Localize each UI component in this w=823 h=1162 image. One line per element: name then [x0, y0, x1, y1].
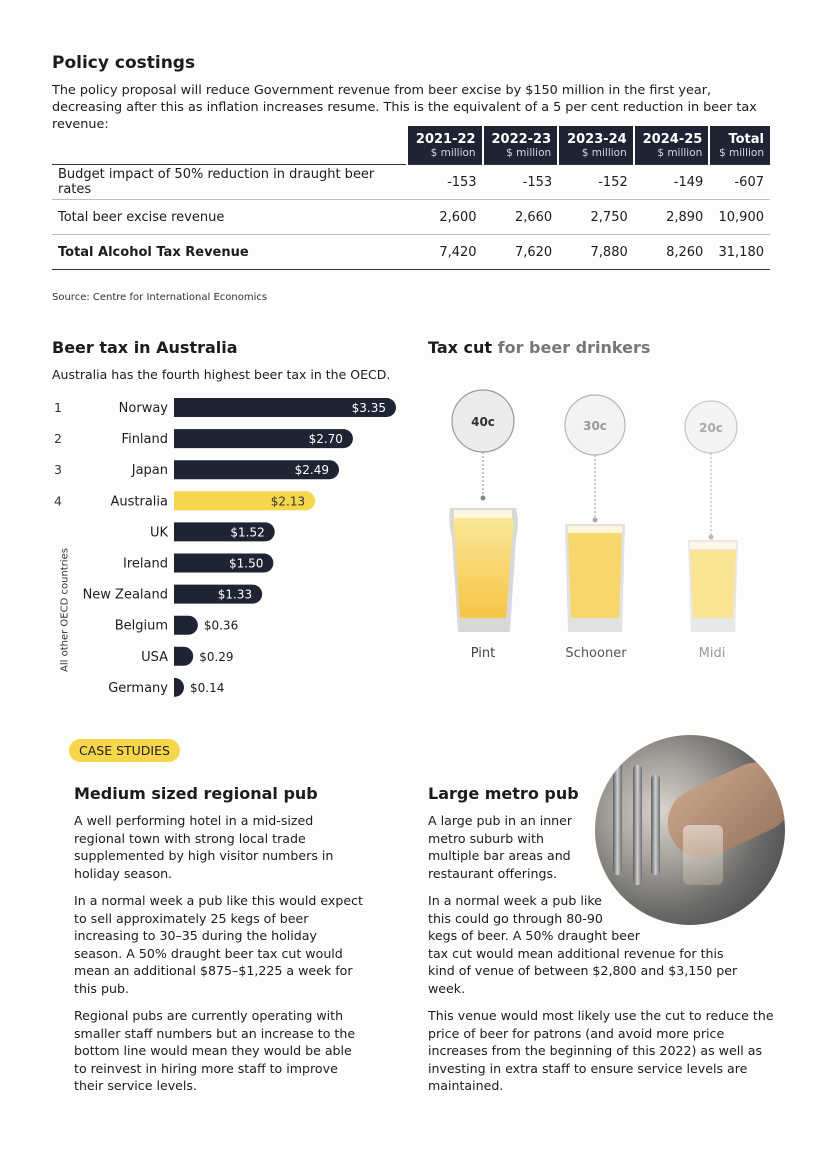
bar-germany — [174, 678, 184, 697]
value-label: $0.14 — [190, 680, 225, 695]
country-label: Belgium — [114, 618, 168, 634]
rank-label: 3 — [54, 462, 62, 478]
paragraph — [428, 892, 778, 997]
country-label: Australia — [110, 494, 168, 510]
text-line: In a normal week a pub like — [428, 893, 602, 908]
table-cell: 2,660 — [483, 200, 559, 235]
text-line: multiple bar areas and — [428, 848, 571, 863]
table-cell: 31,180 — [709, 235, 770, 270]
text-line: tax cut would mean additional revenue for this — [428, 945, 724, 961]
policy-costings-title: Policy costings — [52, 53, 196, 73]
table-cell: 2,750 — [558, 200, 634, 235]
pint-label: Pint — [470, 646, 496, 661]
table-header-row — [52, 126, 770, 165]
table-cell: -153 — [407, 165, 483, 200]
header-blank — [52, 126, 407, 165]
bar-usa — [174, 647, 193, 666]
table-cell: -152 — [558, 165, 634, 200]
paragraph: A well performing hotel in a mid-sized regional town with strong local trade supplemented by high visitor numbers in holiday season. — [74, 813, 334, 881]
country-label: Finland — [121, 432, 168, 448]
text-line: metro suburb with — [428, 830, 544, 846]
value-label: $3.35 — [351, 401, 386, 415]
schooner-label: Schooner — [565, 646, 627, 661]
value-label: $0.36 — [203, 618, 239, 633]
value-label: $1.33 — [217, 587, 253, 602]
header-col: 2021-22 $ million — [407, 126, 483, 165]
text-line: restaurant offerings. — [428, 865, 558, 881]
value-label: $2.49 — [294, 463, 330, 478]
country-label: New Zealand — [82, 587, 168, 603]
schooner-cut-label: 30c — [583, 419, 607, 433]
country-label: Japan — [131, 463, 168, 479]
policy-intro: The policy proposal will reduce Government revenue from beer excise by $150 million in the first year, decreasing after this as inflation increases resume. This is the equivalent of a 5 per cent reduction in beer tax revenue: — [52, 83, 757, 132]
bar-belgium — [174, 616, 198, 635]
regional-pub-title: Medium sized regional pub — [74, 784, 318, 803]
pint-glass — [449, 390, 518, 661]
paragraph: In a normal week a pub like this would expect to sell approximately 25 kegs of beer increasing to 30–35 during the holiday season. A 50% draught beer tax cut would mean an additional $875–$1,225 a week for this pub. — [74, 893, 363, 996]
metro-pub-text — [428, 812, 778, 1105]
beer-glasses-illustration — [420, 380, 780, 670]
header-col: 2022-23 $ million — [483, 126, 559, 165]
midi-label: Midi — [698, 646, 726, 661]
country-label: USA — [141, 649, 168, 665]
table-cell: 2,600 — [407, 200, 483, 235]
tax-cut-title-bold: Tax cut — [428, 338, 493, 357]
beer-tax-chart — [48, 392, 408, 704]
paragraph — [428, 812, 778, 882]
rank-label: 4 — [54, 493, 62, 509]
country-label: UK — [149, 525, 168, 541]
midi-glass — [685, 401, 738, 661]
header-col: Total $ million — [709, 126, 770, 165]
header-col: 2023-24 $ million — [558, 126, 634, 165]
text-line: kind of venue of between $2,800 and $3,150 per — [428, 963, 738, 978]
row-label: Total Alcohol Tax Revenue — [52, 235, 407, 270]
table-cell: 7,880 — [558, 235, 634, 270]
value-label: $0.29 — [199, 649, 234, 664]
text-line: kegs of beer. A 50% draught beer — [428, 928, 640, 943]
schooner-glass — [565, 395, 627, 661]
country-label: Ireland — [123, 556, 168, 572]
metro-pub-title: Large metro pub — [428, 784, 579, 803]
rank-label: 1 — [54, 400, 62, 415]
tax-cut-title-rest: for beer drinkers — [492, 338, 651, 357]
beer-tax-subtitle: Australia has the fourth highest beer tax in the OECD. — [52, 367, 391, 382]
paragraph: This venue would most likely use the cut to reduce the price of beer for patrons (and avoid more price increases from the beginning of this 2022) as well as investing in extra staff to ensure service levels are maintained. — [428, 1008, 774, 1093]
midi-cut-label: 20c — [699, 421, 723, 435]
table-cell: 10,900 — [709, 200, 770, 235]
costing-table — [52, 126, 770, 270]
table-row — [52, 235, 770, 270]
paragraph: Regional pubs are currently operating with smaller staff numbers but an increase to the bottom line would mean they would be able to reinvest in hiring more staff to improve their service levels. — [74, 1008, 356, 1093]
value-label: $1.52 — [230, 525, 265, 540]
row-label: Total beer excise revenue — [52, 200, 407, 235]
country-label: Norway — [118, 401, 168, 416]
table-cell: -607 — [709, 165, 770, 200]
header-col: 2024-25 $ million — [634, 126, 710, 165]
rank-label: 2 — [54, 431, 62, 447]
beer-tax-title: Beer tax in Australia — [52, 338, 238, 357]
text-line: week. — [428, 980, 466, 996]
value-label: $1.50 — [229, 556, 264, 571]
table-cell: -153 — [483, 165, 559, 200]
value-label: $2.70 — [308, 432, 343, 447]
text-line: this could go through 80-90 — [428, 910, 603, 926]
row-label: Budget impact of 50% reduction in draught beer rates — [52, 165, 407, 200]
table-source: Source: Centre for International Economics — [52, 292, 268, 303]
pint-cut-label: 40c — [471, 415, 495, 429]
value-label: $2.13 — [270, 494, 306, 509]
table-cell: 8,260 — [634, 235, 710, 270]
text-line: A large pub in an inner — [428, 813, 573, 828]
regional-pub-text — [74, 812, 366, 1105]
oecd-side-label: All other OECD countries — [59, 548, 71, 672]
tax-cut-title — [428, 338, 650, 357]
table-cell: 7,620 — [483, 235, 559, 270]
table-row — [52, 200, 770, 235]
table-cell: 7,420 — [407, 235, 483, 270]
case-studies-badge: CASE STUDIES — [69, 739, 180, 762]
table-cell: 2,890 — [634, 200, 710, 235]
table-row — [52, 165, 770, 200]
table-cell: -149 — [634, 165, 710, 200]
country-label: Germany — [108, 680, 168, 696]
